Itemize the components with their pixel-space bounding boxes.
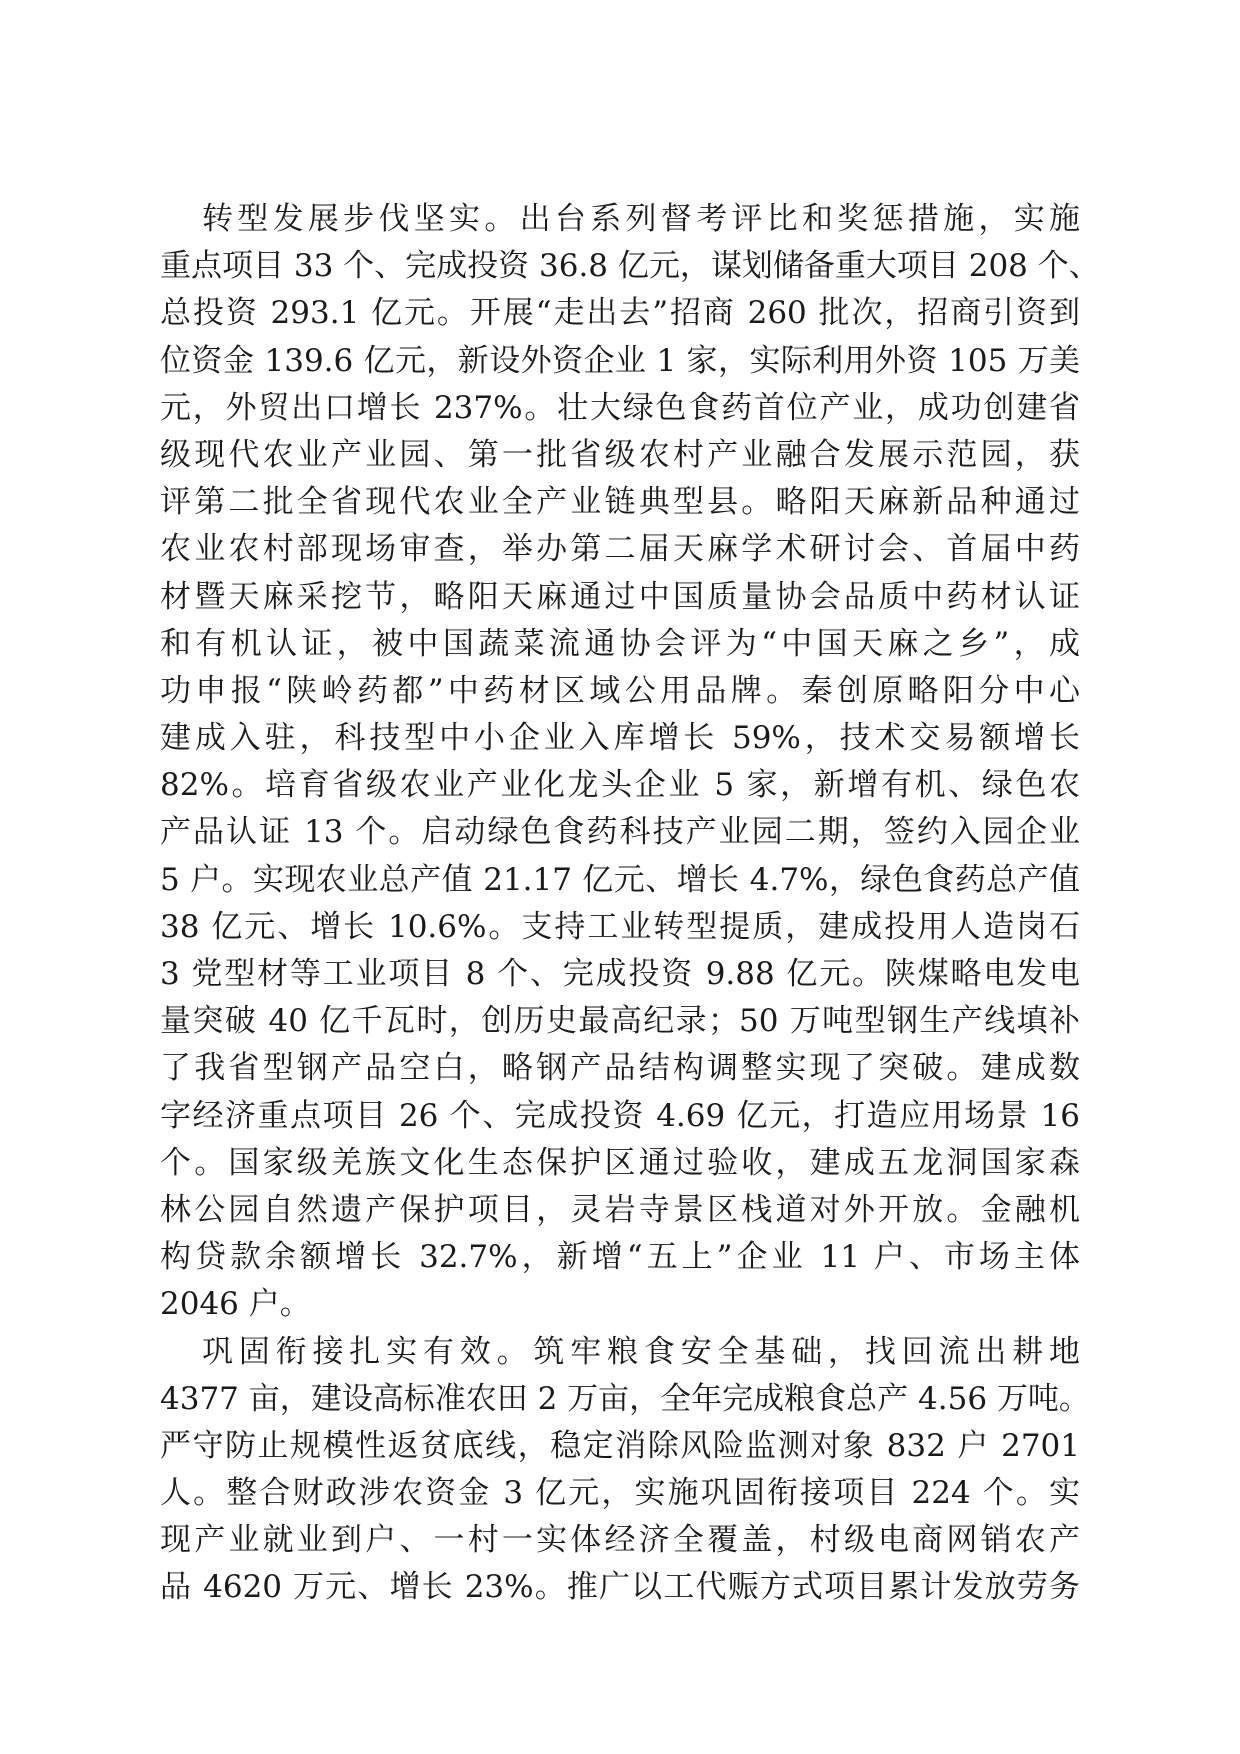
text-line: 构贷款余额增长 32.7%，新增“五上”企业 11 户、市场主体 [160, 1239, 1080, 1276]
text-line: 重点项目 33 个、完成投资 36.8 亿元，谋划储备重大项目 208 个、 [160, 248, 1100, 285]
text-line: 级现代农业产业园、第一批省级农村产业融合发展示范园，获 [160, 436, 1080, 473]
text-line: 元，外贸出口增长 237%。壮大绿色食药首位产业，成功创建省 [160, 389, 1080, 426]
text-line: 巩固衔接扎实有效。筑牢粮食安全基础，找回流出耕地 [202, 1333, 1080, 1370]
text-line: 5 户。实现农业总产值 21.17 亿元、增长 4.7%，绿色食药总产值 [160, 861, 1080, 898]
text-line: 产品认证 13 个。启动绿色食药科技产业园二期，签约入园企业 [160, 814, 1080, 851]
paragraph-consolidation [160, 1329, 1090, 1612]
text-line: 品 4620 万元、增长 23%。推广以工代赈方式项目累计发放劳务 [160, 1569, 1080, 1606]
text-line: 材暨天麻采挖节，略阳天麻通过中国质量协会品质中药材认证 [160, 578, 1080, 615]
text-line: 了我省型钢产品空白，略钢产品结构调整实现了突破。建成数 [160, 1050, 1080, 1087]
text-line: 82%。培育省级农业产业化龙头企业 5 家，新增有机、绿色农 [160, 767, 1080, 804]
text-line: 评第二批全省现代农业全产业链典型县。略阳天麻新品种通过 [160, 484, 1080, 521]
text-line: 字经济重点项目 26 个、完成投资 4.69 亿元，打造应用场景 16 [160, 1097, 1080, 1134]
text-line: 3 党型材等工业项目 8 个、完成投资 9.88 亿元。陕煤略电发电 [160, 956, 1080, 992]
text-line: 量突破 40 亿千瓦时，创历史最高纪录；50 万吨型钢生产线填补 [160, 1003, 1080, 1040]
text-line: 4377 亩，建设高标准农田 2 万亩，全年完成粮食总产 4.56 万吨。 [160, 1380, 1090, 1417]
text-line: 林公园自然遗产保护项目，灵岩寺景区栈道对外开放。金融机 [160, 1191, 1080, 1228]
body-text [160, 196, 1100, 1612]
text-line: 功申报“陕岭药都”中药材区域公用品牌。秦创原略阳分中心 [160, 672, 1080, 709]
text-line: 现产业就业到户、一村一实体经济全覆盖，村级电商网销农产 [160, 1522, 1080, 1559]
text-line: 总投资 293.1 亿元。开展“走出去”招商 260 批次，招商引资到 [160, 295, 1080, 332]
text-line: 38 亿元、增长 10.6%。支持工业转型提质，建成投用人造岗石 [160, 908, 1080, 945]
text-line: 个。国家级羌族文化生态保护区通过验收，建成五龙洞国家森 [160, 1144, 1080, 1181]
text-line: 人。整合财政涉农资金 3 亿元，实施巩固衔接项目 224 个。实 [160, 1475, 1080, 1512]
text-line: 严守防止规模性返贫底线，稳定消除风险监测对象 832 户 2701 [160, 1427, 1080, 1464]
text-line: 和有机认证，被中国蔬菜流通协会评为“中国天麻之乡”，成 [160, 625, 1080, 662]
text-line: 农业农村部现场审查，举办第二届天麻学术研讨会、首届中药 [160, 531, 1080, 568]
text-line: 2046 户。 [160, 1286, 311, 1323]
paragraph-transformation [160, 196, 1100, 1329]
text-line: 转型发展步伐坚实。出台系列督考评比和奖惩措施，实施 [202, 201, 1080, 237]
text-line: 位资金 139.6 亿元，新设外资企业 1 家，实际利用外资 105 万美 [160, 342, 1080, 379]
text-line: 建成入驻，科技型中小企业入库增长 59%，技术交易额增长 [160, 720, 1080, 757]
